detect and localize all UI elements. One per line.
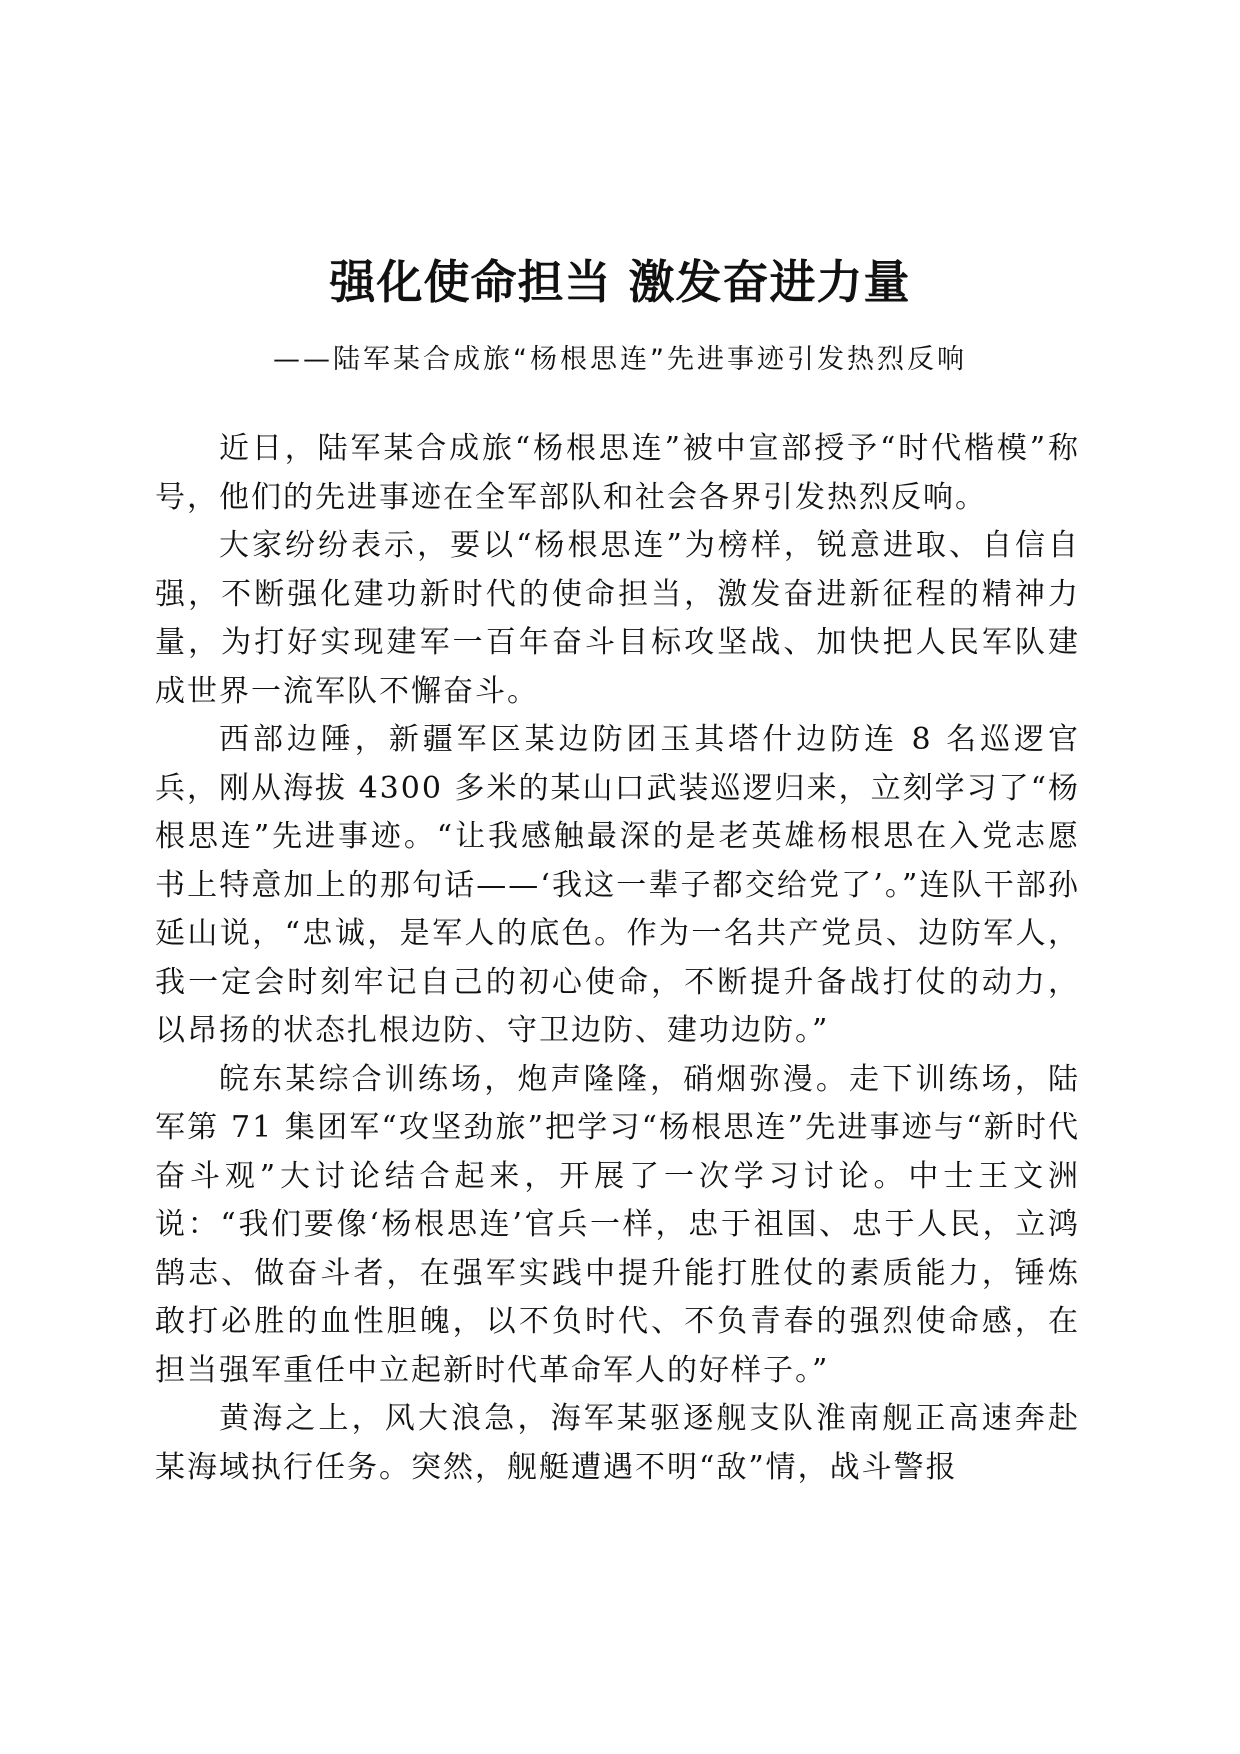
paragraph: 黄海之上，风大浪急，海军某驱逐舰支队淮南舰正高速奔赴某海域执行任务。突然，舰艇遭遇不明“敌”情，战斗警报 [155,1401,1080,1485]
paragraph: 皖东某综合训练场，炮声隆隆，硝烟弥漫。走下训练场，陆军第 71 集团军“攻坚劲旅”把学习“杨根思连”先进事迹与“新时代奋斗观”大讨论结合起来，开展了一次学习讨论。中士王文洲说：“我们要像‘杨根思连’官兵一样，忠于祖国、忠于人民，立鸿鹄志、做奋斗者，在强军实践中提升能打胜仗的素质能力，锤炼敢打必胜的血性胆魄，以不负时代、不负青春的强烈使命感，在担当强军重任中立起新时代革命军人的好样子。” [155,1061,1080,1388]
article-body [155,425,1080,1492]
paragraph: 大家纷纷表示，要以“杨根思连”为榜样，锐意进取、自信自强，不断强化建功新时代的使命担当，激发奋进新征程的精神力量，为打好实现建军一百年奋斗目标攻坚战、加快把人民军队建成世界一流军队不懈奋斗。 [155,528,1080,709]
article-subtitle: ——陆军某合成旅“杨根思连”先进事迹引发热烈反响 [273,344,967,375]
paragraph: 西部边陲，新疆军区某边防团玉其塔什边防连 8 名巡逻官兵，刚从海拔 4300 多米的某山口武装巡逻归来，立刻学习了“杨根思连”先进事迹。“让我感触最深的是老英雄杨根思在入党志愿书上特意加上的那句话——‘我这一辈子都交给党了’。”连队干部孙延山说，“忠诚，是军人的底色。作为一名共产党员、边防军人，我一定会时刻牢记自己的初心使命，不断提升备战打仗的动力，以昂扬的状态扎根边防、守卫边防、建功边防。” [155,722,1080,1048]
paragraph: 近日，陆军某合成旅“杨根思连”被中宣部授予“时代楷模”称号，他们的先进事迹在全军部队和社会各界引发热烈反响。 [155,431,1080,515]
article-title: 强化使命担当 激发奋进力量 [329,255,911,309]
